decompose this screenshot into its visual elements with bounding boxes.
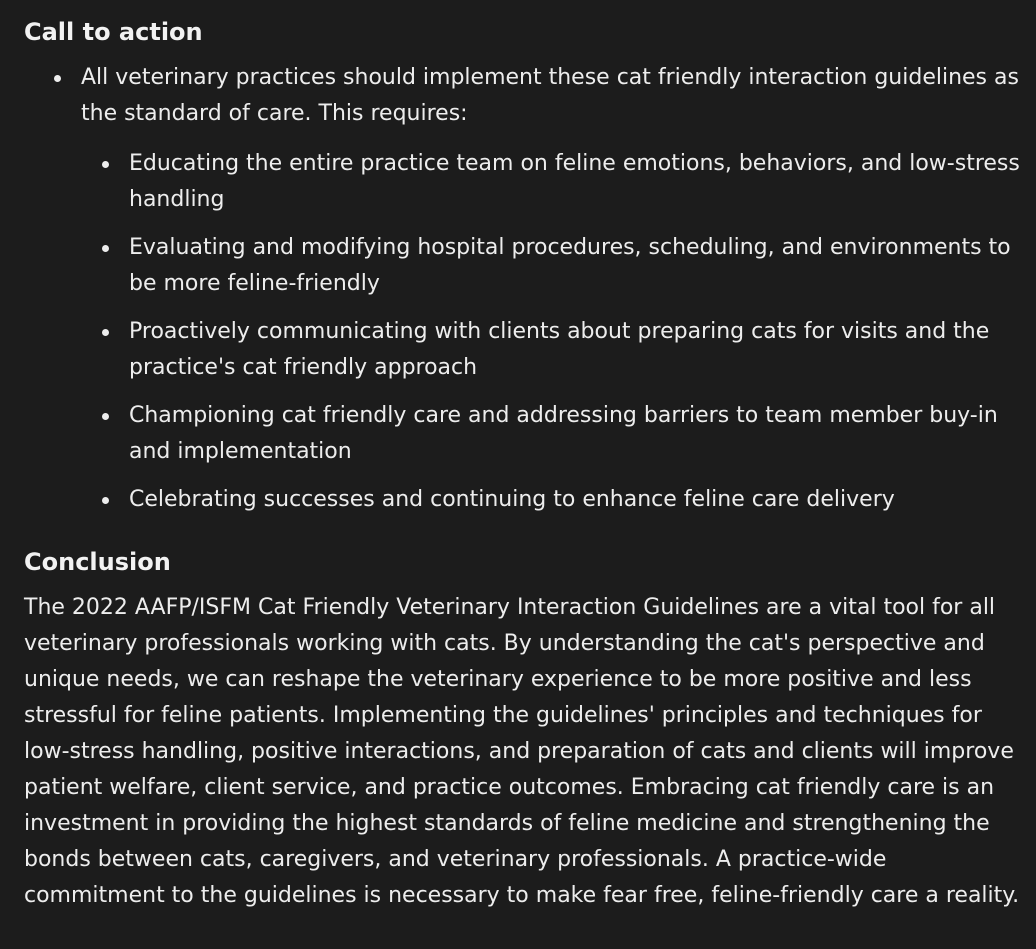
list-item: Evaluating and modifying hospital procedures, scheduling, and environments to be more feline-friendly — [24, 230, 1030, 302]
list-item: Educating the entire practice team on feline emotions, behaviors, and low-stress handling — [24, 146, 1030, 218]
conclusion-section — [24, 542, 1030, 914]
conclusion-heading: Conclusion — [24, 548, 171, 576]
requirements-list — [81, 146, 1030, 518]
list-item: Celebrating successes and continuing to enhance feline care delivery — [24, 482, 1030, 518]
call-to-action-section — [24, 12, 1030, 518]
list-item — [24, 60, 1030, 518]
call-to-action-list — [24, 60, 1030, 518]
list-item-text: All veterinary practices should implement these cat friendly interaction guidelines as the standard of care. This requires: — [81, 65, 1019, 126]
list-item: Championing cat friendly care and addressing barriers to team member buy-in and implementation — [24, 398, 1030, 470]
list-item: Proactively communicating with clients about preparing cats for visits and the practice's cat friendly approach — [24, 314, 1030, 386]
call-to-action-heading: Call to action — [24, 18, 203, 46]
conclusion-paragraph: The 2022 AAFP/ISFM Cat Friendly Veterinary Interaction Guidelines are a vital tool for all veterinary professionals working with cats. By understanding the cat's perspective and unique needs, we can reshape the veterinary experience to be more positive and less stressful for feline patients. Implementing the guidelines' principles and techniques for low-stress handling, positive interactions, and preparation of cats and clients will improve patient welfare, client service, and practice outcomes. Embracing cat friendly care is an investment in providing the highest standards of feline medicine and strengthening the bonds between cats, caregivers, and veterinary professionals. A practice-wide commitment to the guidelines is necessary to make fear free, feline-friendly care a reality. — [24, 595, 1020, 908]
